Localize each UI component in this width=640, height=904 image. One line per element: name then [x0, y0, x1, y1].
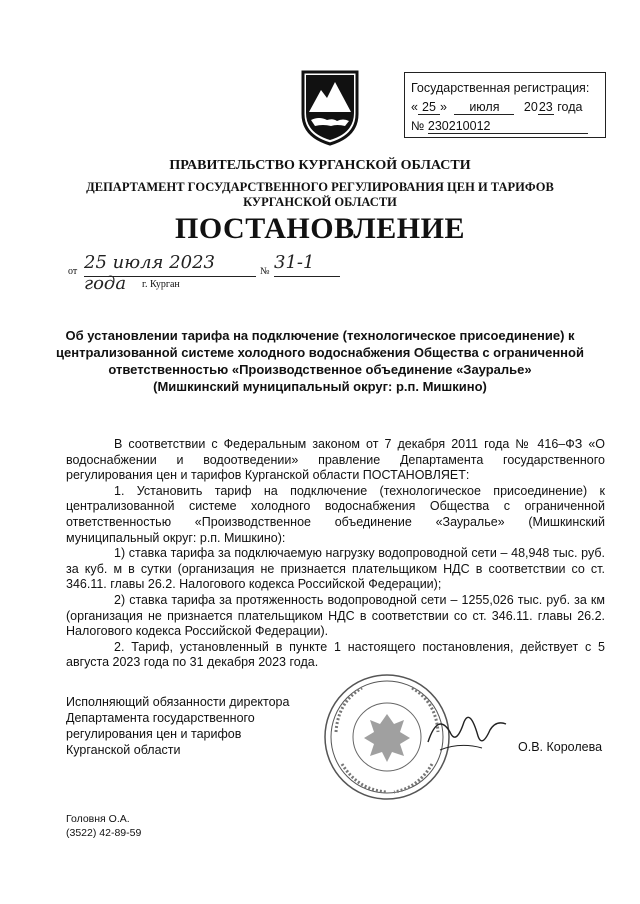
subject-line: (Мишкинский муниципальный округ: р.п. Мишкино)	[153, 379, 487, 394]
decree-from-label: от	[68, 266, 78, 277]
registration-box	[404, 72, 606, 138]
decree-body	[66, 437, 605, 671]
signatory-position-line: Исполняющий обязанности директора	[66, 695, 290, 709]
decree-number-sign: №	[260, 266, 270, 277]
decree-number-handwritten: 31-1	[274, 252, 315, 273]
document-type-title: ПОСТАНОВЛЕНИЕ	[175, 212, 465, 245]
registration-year-prefix: 20	[523, 100, 538, 114]
subject-line: Об установлении тарифа на подключение (технологическое присоединение) к	[65, 328, 575, 343]
signatory-position	[66, 694, 289, 758]
body-item-1: 1. Установить тариф на подключение (технологическое присоединение) к централизованной системе холодного водоснабжения Общества с ограниченной ответственностью «Производственное объединение «Зауралье» (Мишкинский муниципальный округ: р.п. Мишкино):	[66, 483, 605, 545]
coat-of-arms-emblem	[297, 66, 363, 146]
body-item-1-2: 2) ставка тарифа за протяженность водопроводной сети – 1255,026 тыс. руб. за км (организация не признается плательщиком НДС в соответствии со ст. 346.11. главы 26.2. Налогового кодекса Российской Федерации).	[66, 592, 605, 639]
registration-quote-open: «	[411, 100, 418, 114]
registration-year-suffix: 23	[538, 100, 553, 114]
subject-line: ответственностью «Производственное объединение «Зауралье»	[108, 362, 532, 377]
registration-number-row	[411, 117, 588, 135]
department-title-line2: КУРГАНСКОЙ ОБЛАСТИ	[243, 195, 397, 209]
government-title: ПРАВИТЕЛЬСТВО КУРГАНСКОЙ ОБЛАСТИ	[169, 158, 471, 173]
decree-date-handwritten: 25 июля 2023 года	[84, 252, 215, 294]
decree-number-line	[274, 252, 340, 277]
registration-day: 25	[418, 100, 440, 115]
registration-quote-close: »	[439, 100, 447, 114]
registration-month: июля	[454, 100, 514, 115]
decree-city: г. Курган	[142, 279, 180, 290]
registration-label: Государственная регистрация:	[411, 81, 590, 95]
body-intro: В соответствии с Федеральным законом от 7 декабря 2011 года № 416–ФЗ «О водоснабжении и водоотведении» правление Департамента государственного регулирования цен и тарифов Курганской области ПОСТАНОВЛЯЕТ:	[66, 437, 605, 483]
registration-date	[411, 98, 582, 116]
signatory-position-line: Департамента государственного	[66, 711, 255, 725]
signatory-position-line: регулирования цен и тарифов	[66, 727, 242, 741]
registration-number-sign: №	[411, 119, 425, 133]
body-item-1-1: 1) ставка тарифа за подключаемую нагрузку водопроводной сети – 48,948 тыс. руб. за куб. м в сутки (организация не признается плательщиком НДС в соответствии со ст. 346.11. главы 26.2. Налогового кодекса Российской Федерации);	[66, 546, 605, 592]
decree-subject	[50, 327, 590, 395]
subject-line: централизованной системе холодного водоснабжения Общества с ограниченной	[56, 345, 584, 360]
signatory-position-line: Курганской области	[66, 743, 181, 757]
registration-year-word: года	[557, 100, 583, 114]
body-item-2: 2. Тариф, установленный в пункте 1 настоящего постановления, действует с 5 августа 2023 года по 31 декабря 2023 года.	[66, 639, 605, 670]
executor-phone: (3522) 42-89-59	[66, 827, 142, 839]
signatory-name: О.В. Королева	[518, 740, 603, 754]
handwritten-signature	[420, 702, 510, 762]
department-title-line1: ДЕПАРТАМЕНТ ГОСУДАРСТВЕННОГО РЕГУЛИРОВАНИЯ ЦЕН И ТАРИФОВ	[86, 180, 554, 194]
registration-number: 230210012	[428, 119, 588, 134]
executor-contact	[66, 812, 141, 840]
executor-name: Головня О.А.	[66, 813, 130, 825]
